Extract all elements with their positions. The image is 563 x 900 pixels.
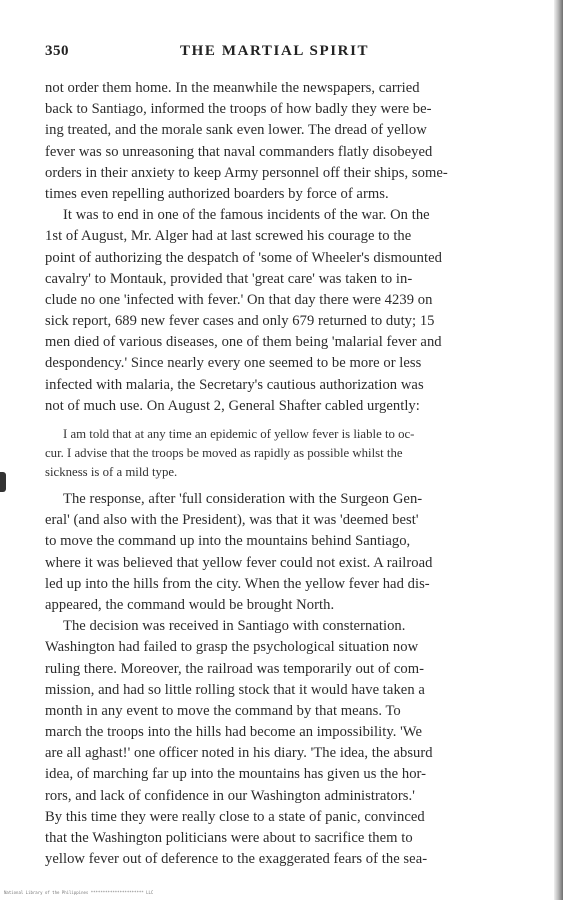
text-line: I am told that at any time an epidemic of yellow fever is liable to oc- (63, 427, 415, 441)
text-line: led up into the hills from the city. When the yellow fever had dis- (45, 575, 430, 592)
text-line: back to Santiago, informed the troops of how badly they were be- (45, 101, 432, 118)
text-line: rors, and lack of confidence in our Washington administrators.' (45, 787, 415, 804)
text-line: where it was believed that yellow fever could not exist. A railroad (45, 554, 433, 571)
text-line: march the troops into the hills had become an impossibility. 'We (45, 724, 422, 741)
text-line: despondency.' Since nearly every one seemed to be more or less (45, 355, 422, 372)
text-line: orders in their anxiety to keep Army personnel off their ships, some- (45, 164, 448, 181)
text-line: not of much use. On August 2, General Shafter cabled urgently: (45, 397, 420, 414)
text-line: are all aghast!' one officer noted in his diary. 'The idea, the absurd (45, 745, 433, 762)
text-line: It was to end in one of the famous incidents of the war. On the (63, 207, 430, 224)
text-line: not order them home. In the meanwhile the newspapers, carried (45, 80, 420, 96)
text-line: yellow fever out of deference to the exaggerated fears of the sea- (45, 851, 428, 868)
text-line: 1st of August, Mr. Alger had at last screwed his courage to the (45, 228, 412, 245)
text-line: times even repelling authorized boarders by force of arms. (45, 185, 389, 202)
text-line: infected with malaria, the Secretary's cautious authorization was (45, 376, 424, 393)
text-line: The decision was received in Santiago with consternation. (63, 618, 406, 635)
body-text-after-quote (45, 489, 527, 870)
page-number: 350 (45, 43, 69, 59)
text-line: idea, of marching far up into the mountains has given us the hor- (45, 766, 427, 783)
text-line: The response, after 'full consideration with the Surgeon Gen- (63, 491, 423, 507)
text-line: cur. I advise that the troops be moved as rapidly as possible whilst the (45, 446, 403, 460)
text-line: mission, and had so little rolling stock that it would have taken a (45, 681, 425, 698)
text-line: eral' (and also with the President), was that it was 'deemed best' (45, 512, 419, 529)
text-line: that the Washington politicians were about to sacrifice them to (45, 830, 413, 846)
text-line: fever was so unreasoning that naval commanders flatly disobeyed (45, 143, 433, 160)
text-line: Washington had failed to grasp the psychological situation now (45, 639, 419, 656)
running-title: THE MARTIAL SPIRIT (180, 43, 370, 59)
text-line: month in any event to move the command by that means. To (45, 702, 401, 719)
text-line: cavalry' to Montauk, provided that 'great care' was taken to in- (45, 270, 413, 287)
text-line: ing treated, and the morale sank even lower. The dread of yellow (45, 122, 427, 139)
page-header (0, 43, 563, 69)
text-line: point of authorizing the despatch of 'some of Wheeler's dismounted (45, 249, 442, 266)
text-line: appeared, the command would be brought North. (45, 596, 335, 613)
text-line: By this time they were really close to a state of panic, convinced (45, 808, 425, 825)
text-line: sick report, 689 new fever cases and only 679 returned to duty; 15 (45, 313, 435, 330)
text-line: sickness is of a mild type. (45, 465, 178, 479)
text-line: men died of various diseases, one of them being 'malarial fever and (45, 334, 442, 351)
page-edge-shadow (554, 0, 563, 900)
body-text-before-quote (45, 78, 527, 417)
text-line: to move the command up into the mountains behind Santiago, (45, 533, 411, 550)
scan-footer: National Library of the Philippines ********************** LLC (4, 890, 154, 895)
binding-mark (0, 472, 6, 492)
block-quote (45, 425, 527, 482)
text-line: ruling there. Moreover, the railroad was temporarily out of com- (45, 660, 425, 677)
text-line: clude no one 'infected with fever.' On that day there were 4239 on (45, 291, 433, 308)
